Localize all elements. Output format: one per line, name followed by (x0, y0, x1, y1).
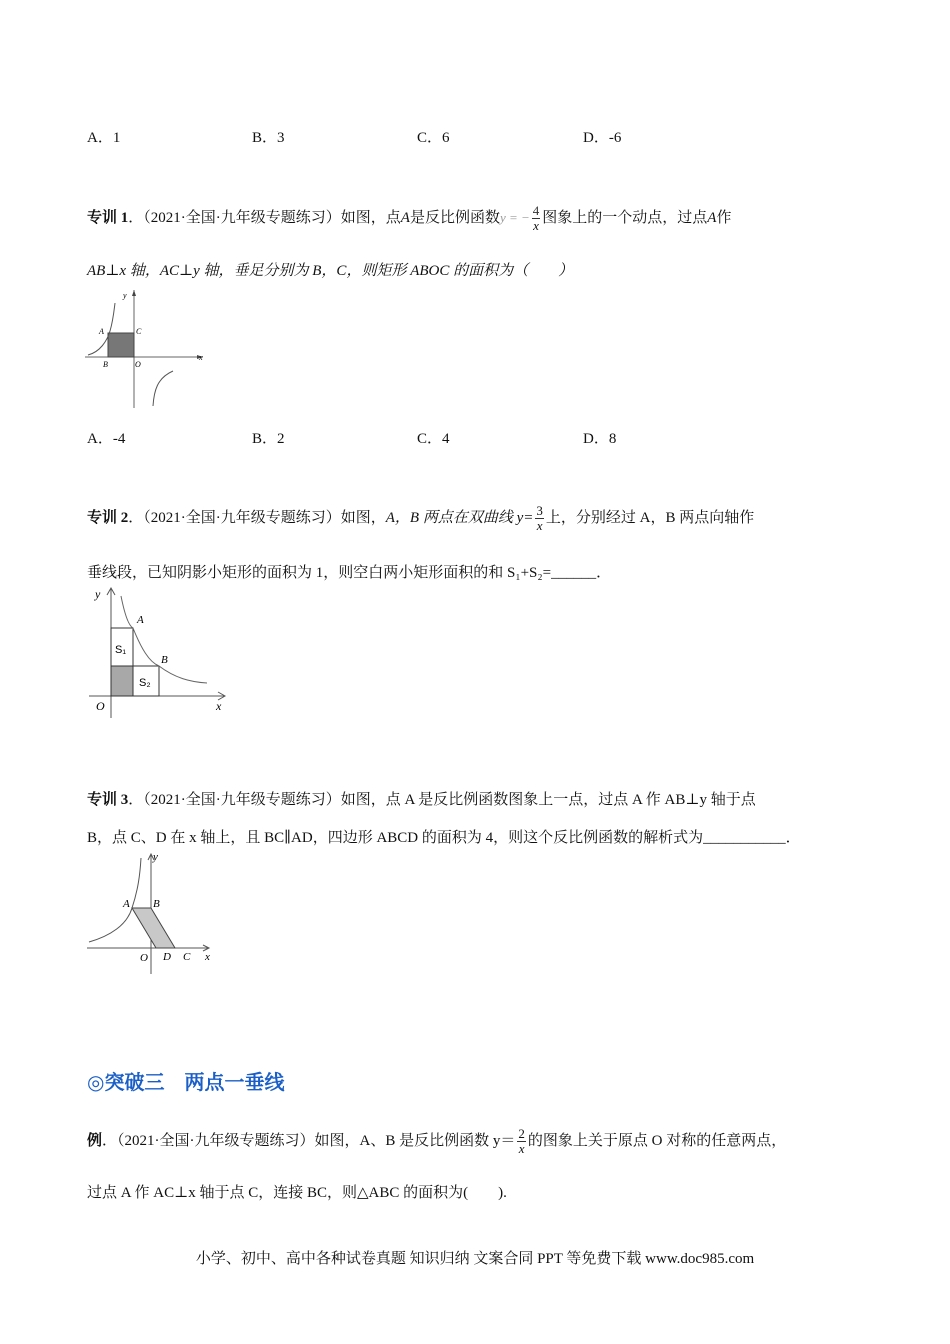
question-text: ．（2021·全国·九年级专题练习）如图， (128, 510, 386, 526)
figure-2 (85, 586, 235, 718)
example-line-2: 过点 A 作 AC⊥x 轴于点 C，连接 BC，则△ABC 的面积为( ). (87, 1185, 507, 1201)
fraction (517, 1127, 526, 1156)
question-2-label: 专训 2 (87, 510, 129, 526)
denominator: x (518, 1141, 525, 1157)
label-s1: S₁ (115, 644, 127, 656)
label-c: C (136, 327, 142, 336)
label-d: D (163, 951, 171, 963)
shaded-rectangle (111, 666, 133, 696)
example-label: 例 (87, 1133, 103, 1149)
label-b: B (161, 654, 168, 666)
fraction (535, 504, 544, 533)
option-c: C．6 (417, 130, 450, 146)
function-prefix: y= (516, 510, 534, 526)
example-line-1 (87, 1123, 786, 1159)
label-c: C (183, 951, 191, 963)
question-3-line-2: B，点 C、D 在 x 轴上，且 BC∥AD，四边形 ABCD 的面积为 4，则这个反比例函数的解析式为___________． (87, 830, 801, 846)
option-a: A．1 (87, 130, 121, 146)
label-o: O (135, 360, 141, 369)
point-label: A (400, 210, 410, 226)
label-y: y (153, 851, 158, 863)
figure-1 (85, 286, 210, 408)
numerator: 2 (518, 1126, 525, 1142)
question-3-label: 专训 3 (87, 792, 129, 808)
numerator: 3 (536, 503, 543, 519)
option-c: C．4 (417, 431, 450, 447)
question-text: 上，分别经过 A，B 两点向轴作 (545, 510, 755, 526)
page-footer: 小学、初中、高中各种试卷真题 知识归纳 文案合同 PPT 等免费下载 www.doc985.com (195, 1251, 755, 1267)
figure-3 (85, 850, 220, 976)
option-a: A．-4 (87, 431, 126, 447)
option-b: B．3 (252, 130, 285, 146)
label-a: A (99, 327, 104, 336)
label-a: A (137, 614, 144, 626)
label-o: O (140, 952, 148, 964)
hyperbola-branch (89, 858, 141, 942)
question-text: 作 (716, 210, 732, 226)
function-prefix: y = − (499, 210, 530, 225)
question-2-line-1 (87, 500, 754, 536)
label-b: B (153, 898, 160, 910)
question-text: 是反比例函数 (409, 210, 500, 226)
label-a: A (123, 898, 130, 910)
label-b: B (103, 360, 108, 369)
question-text: ．（2021·全国·九年级专题练习）如图，点 (128, 210, 401, 226)
parallelogram-abcd (132, 908, 175, 948)
label-x: x (199, 353, 203, 362)
question-3-line-1 (87, 788, 756, 809)
shaded-rectangle (108, 333, 134, 357)
question-text: 的图象上关于原点 O 对称的任意两点， (527, 1133, 787, 1149)
label-x: x (216, 699, 222, 713)
hyperbola (121, 596, 207, 683)
denominator: x (533, 218, 539, 234)
hyperbola-branch-right (153, 371, 173, 406)
label-y: y (123, 291, 127, 300)
question-1-line-1 (87, 200, 731, 236)
option-b: B．2 (252, 431, 285, 447)
label-s2: S₂ (139, 677, 151, 689)
numerator: 4 (532, 203, 540, 219)
y-arrow-icon (132, 290, 136, 296)
option-d: D．8 (583, 431, 617, 447)
question-text: ．（2021·全国·九年级专题练习）如图，A、B 是反比例函数 y＝ (102, 1133, 516, 1149)
label-x: x (205, 951, 210, 963)
question-text: A，B 两点在双曲线 (385, 510, 513, 526)
point-label: A (707, 210, 717, 226)
question-1-label: 专训 1 (87, 210, 129, 226)
section-heading: ◎突破三 两点一垂线 (87, 1070, 285, 1094)
question-text: 图象上的一个动点，过点 (542, 210, 708, 226)
question-text: ．（2021·全国·九年级专题练习）如图，点 A 是反比例函数图象上一点，过点 A 作 AB⊥y 轴于点 (128, 792, 756, 808)
label-o: O (96, 699, 105, 713)
question-2-line-2: 垂线段，已知阴影小矩形的面积为 1，则空白两小矩形面积的和 S₁+S₂=______． (87, 565, 612, 581)
label-y: y (95, 587, 101, 601)
denominator: x (536, 518, 543, 534)
question-1-line-2: AB⊥x 轴，AC⊥y 轴，垂足分别为 B，C，则矩形 ABOC 的面积为（ ） (87, 263, 574, 279)
fraction (532, 204, 541, 233)
option-d: D．-6 (583, 130, 622, 146)
